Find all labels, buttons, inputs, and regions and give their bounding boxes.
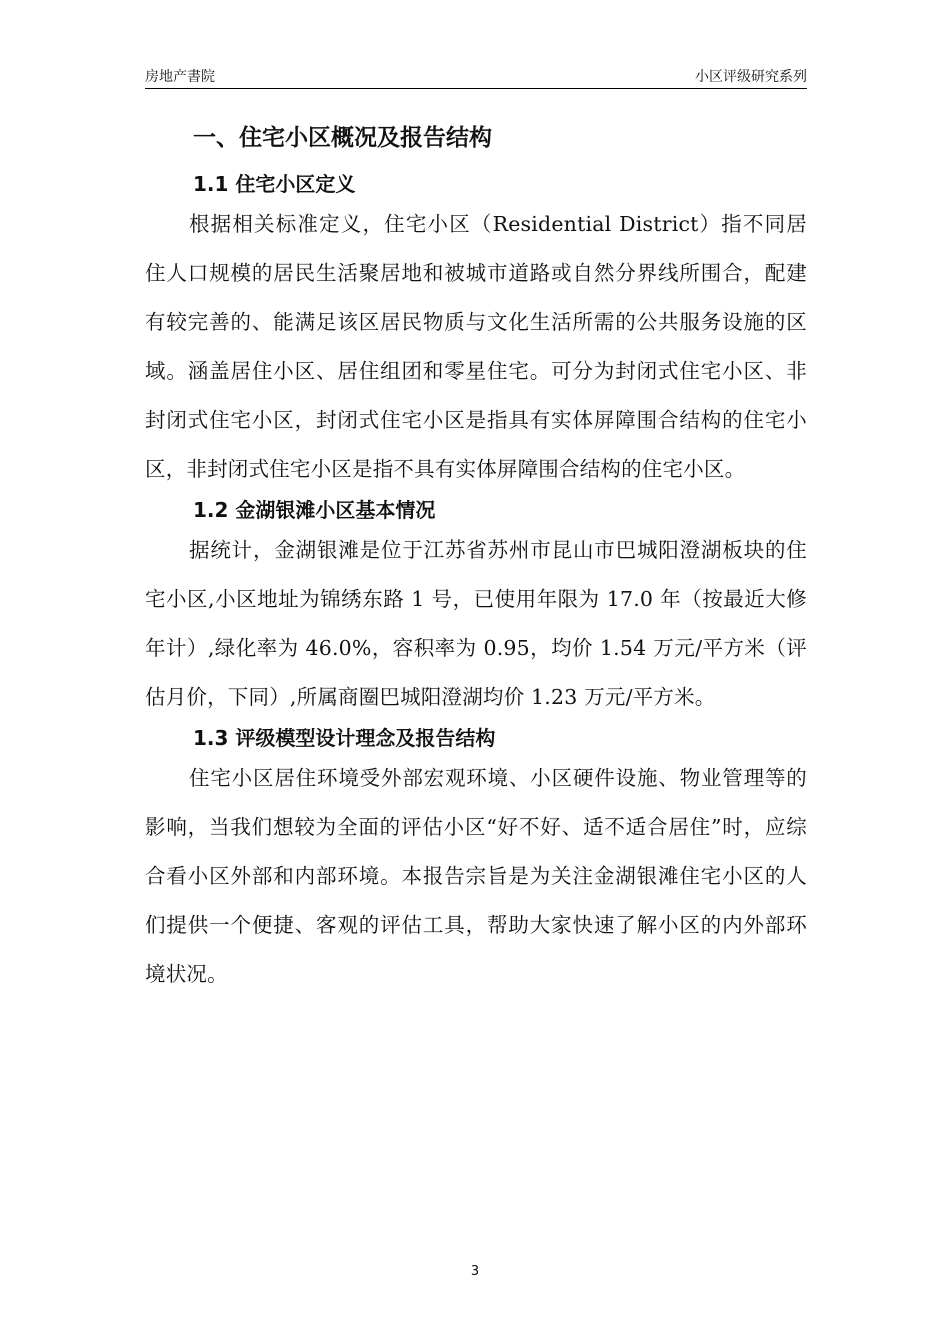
- page-number: 3: [470, 1264, 480, 1279]
- section-body-1-2: 据统计，金湖银滩是位于江苏省苏州市昆山市巴城阳澄湖板块的住宅小区,小区地址为锦绣东路 1 号，已使用年限为 17.0 年（按最近大修年计）,绿化率为 46.0%，容积率为 0.95，均价 1.54 万元/平方米（评估月价，下同）,所属商圈巴城阳澄湖均价 1.23 万元/平方米。: [145, 538, 807, 709]
- section-heading-1-3: 1.3 评级模型设计理念及报告结构: [193, 726, 496, 750]
- page-header: [145, 66, 807, 89]
- document-body: [145, 118, 807, 999]
- page-footer: [0, 1264, 950, 1279]
- section-heading-1-1: 1.1 住宅小区定义: [193, 172, 356, 196]
- header-series-title: 小区评级研究系列: [695, 69, 807, 85]
- section-body-1-3: 住宅小区居住环境受外部宏观环境、小区硬件设施、物业管理等的影响，当我们想较为全面的评估小区“好不好、适不适合居住”时，应综合看小区外部和内部环境。本报告宗旨是为关注金湖银滩住宅小区的人们提供一个便捷、客观的评估工具，帮助大家快速了解小区的内外部环境状况。: [145, 766, 807, 986]
- header-publisher: 房地产書院: [145, 69, 215, 85]
- section-body-1-1: 根据相关标准定义，住宅小区（Residential District）指不同居住人口规模的居民生活聚居地和被城市道路或自然分界线所围合，配建有较完善的、能满足该区居民物质与文化生活所需的公共服务设施的区域。涵盖居住小区、居住组团和零星住宅。可分为封闭式住宅小区、非封闭式住宅小区，封闭式住宅小区是指具有实体屏障围合结构的住宅小区，非封闭式住宅小区是指不具有实体屏障围合结构的住宅小区。: [145, 212, 807, 481]
- chapter-title: 一、住宅小区概况及报告结构: [193, 125, 492, 151]
- section-heading-1-2: 1.2 金湖银滩小区基本情况: [193, 498, 436, 522]
